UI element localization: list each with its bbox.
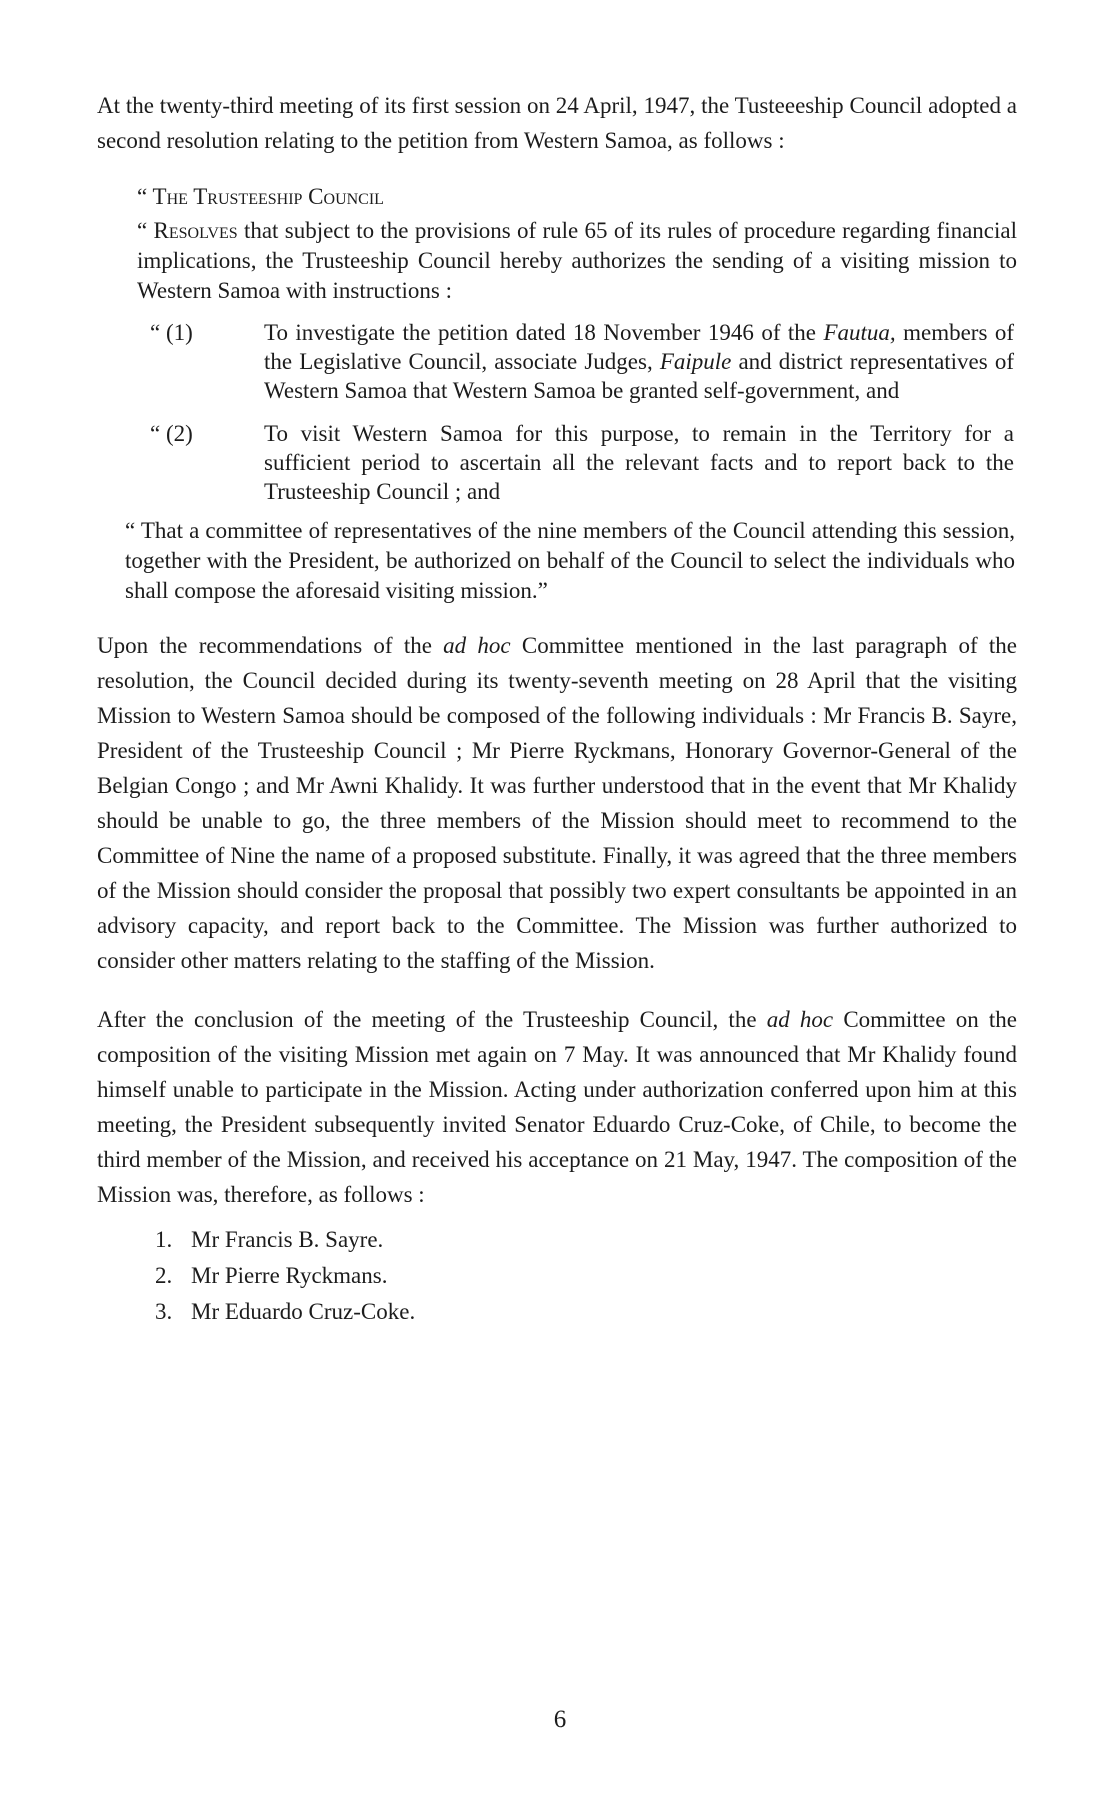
instruction-1-marker: “ (1) (150, 320, 193, 345)
list-item-number: 3. (155, 1299, 173, 1324)
paragraph-3-italic: ad hoc (766, 1007, 834, 1032)
list-item-name: Mr Pierre Ryckmans. (191, 1263, 388, 1288)
list-item-name: Mr Eduardo Cruz-Coke. (191, 1299, 416, 1324)
list-item-number: 1. (155, 1227, 173, 1252)
instruction-1-italic-fautua: Fautua, (823, 320, 896, 345)
list-item-name: Mr Francis B. Sayre. (191, 1227, 384, 1252)
list-item (155, 1258, 1017, 1294)
list-item-number: 2. (155, 1263, 173, 1288)
instruction-1 (150, 318, 1014, 405)
resolves-text: that subject to the provisions of rule 65 of its rules of procedure regarding financial implications, the Trusteeship Council hereby authorizes the sending of a visiting mission to Western Samoa with instructions : (137, 218, 1017, 303)
body-paragraph-3 (97, 1002, 1017, 1212)
resolution-heading: “ The Trusteeship Council (137, 184, 384, 209)
instruction-2 (150, 419, 1014, 506)
paragraph-3-before: After the conclusion of the meeting of the Trusteeship Council, the (97, 1007, 767, 1032)
paragraph-2-after: Committee mentioned in the last paragraph of the resolution, the Council decided during its twenty-seventh meeting on 28 April that the visiting Mission to Western Samoa should be composed of the following individuals : Mr Francis B. Sayre, President of the Trusteeship Council ; Mr Pierre Ryckmans, Honorary Governor-General of the Belgian Congo ; and Mr Awni Khalidy. It was further understood that in the event that Mr Khalidy should be unable to go, the three members of the Mission should meet to recommend to the Committee of Nine the name of a proposed substitute. Finally, it was agreed that the three members of the Mission should consider the proposal that possibly two expert consultants be appointed in an advisory capacity, and report back to the Committee. The Mission was further authorized to consider other matters relating to the staffing of the Mission. (97, 633, 1017, 973)
intro-paragraph: At the twenty-third meeting of its first session on 24 April, 1947, the Tusteeeship Council adopted a second resolution relating to the petition from Western Samoa, as follows : (97, 93, 1017, 153)
instruction-2-marker: “ (2) (150, 421, 193, 446)
list-item (155, 1294, 1017, 1330)
resolution-final-paragraph: “ That a committee of representatives of the nine members of the Council attending this session, together with the President, be authorized on behalf of the Council to select the individuals who shall compose the aforesaid visiting mission.” (125, 518, 1015, 603)
resolution-resolves-paragraph (137, 216, 1017, 306)
page-content (97, 88, 1017, 1330)
instruction-1-text-after: and district representatives of Western Samoa that Western Samoa be granted self-government, and (264, 349, 1014, 403)
paragraph-3-after: Committee on the composition of the visiting Mission met again on 7 May. It was announced that Mr Khalidy found himself unable to participate in the Mission. Acting under authorization conferred upon him at this meeting, the President subsequently invited Senator Eduardo Cruz-Coke, of Chile, to become the third member of the Mission, and received his acceptance on 21 May, 1947. The composition of the Mission was, therefore, as follows : (97, 1007, 1017, 1207)
instruction-1-text-middle: members of the Legislative Council, associate Judges, (264, 320, 1014, 374)
instruction-2-text: To visit Western Samoa for this purpose, to remain in the Territory for a sufficient period to ascertain all the relevant facts and to report back to the Trusteeship Council ; and (264, 421, 1014, 504)
mission-members-list (155, 1222, 1017, 1330)
list-item (155, 1222, 1017, 1258)
paragraph-2-before: Upon the recommendations of the (97, 633, 444, 658)
instruction-1-text-before: To investigate the petition dated 18 November 1946 of the (264, 320, 824, 345)
resolves-lead: “ Resolves (137, 218, 238, 243)
page-number: 6 (553, 1706, 567, 1733)
paragraph-2-italic: ad hoc (443, 633, 511, 658)
instruction-1-italic-faipule: Faipule (659, 349, 732, 374)
body-paragraph-2 (97, 628, 1017, 978)
